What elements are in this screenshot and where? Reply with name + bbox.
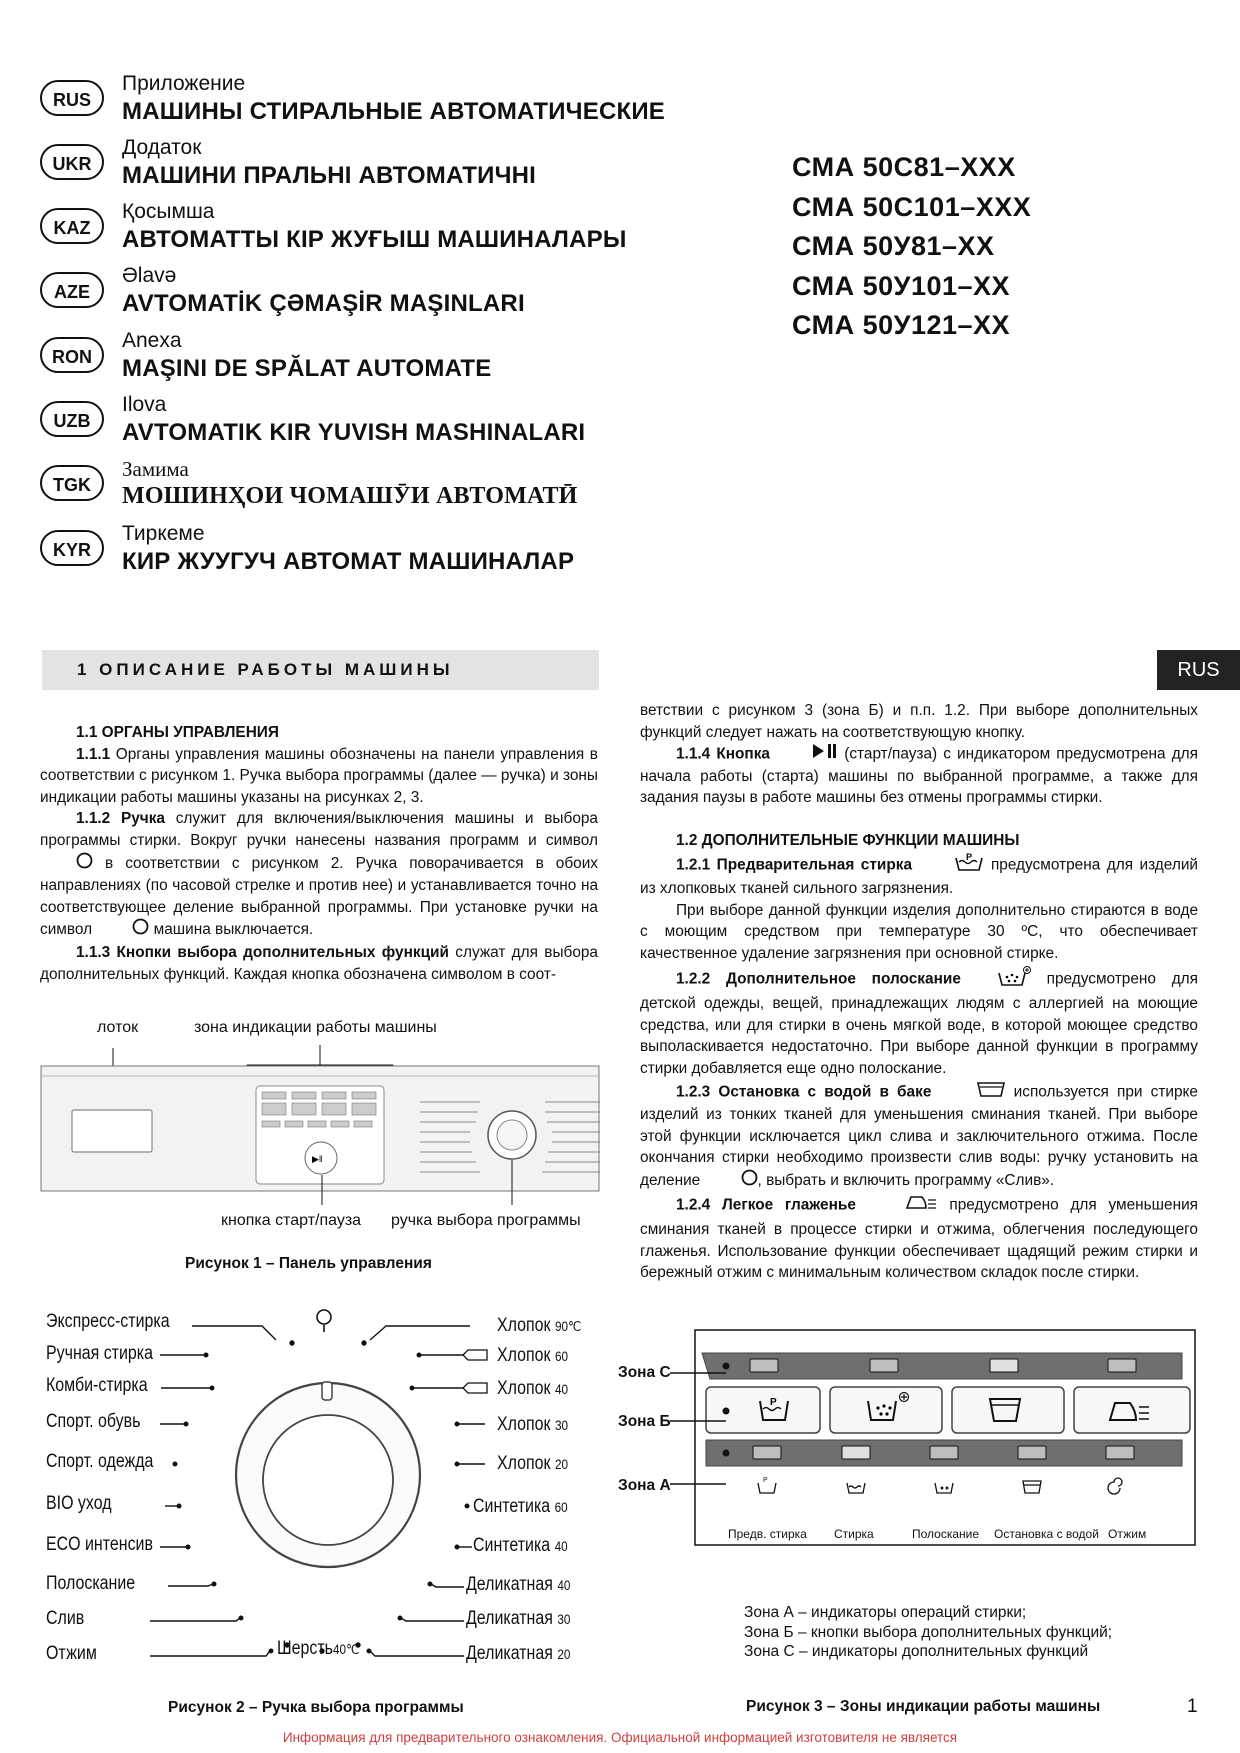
- clause-number: 1.1.4 Кнопка: [676, 745, 770, 763]
- knob-label: ручка выбора программы: [391, 1212, 581, 1229]
- clause-number: 1.1.2 Ручка: [76, 810, 165, 828]
- zone-legend: [744, 1603, 1112, 1662]
- off-circle-icon: [96, 918, 149, 942]
- program-label: [497, 1453, 568, 1475]
- zone-a-label: Зона А: [618, 1477, 671, 1494]
- rinse-hold-button: [952, 1387, 1064, 1433]
- paragraph: [40, 808, 598, 942]
- lang-subtitle: Қосымша: [122, 200, 215, 223]
- lang-code-badge: KAZ: [40, 208, 104, 244]
- program-label: Комби-стирка: [46, 1375, 148, 1396]
- program-temp: 30: [554, 1417, 569, 1433]
- paragraph: При выборе данной функции изделия дополнительно стираются в воде с моющим средством при температуре 30 ºС, что обеспечивает качественное удаление загрязнения при основной стирке.: [640, 901, 1198, 962]
- paragraph: [640, 1192, 1198, 1283]
- lang-row-kaz: [40, 200, 740, 264]
- tag-icon: [463, 1383, 487, 1393]
- paragraph: [640, 743, 1198, 809]
- lang-row-aze: [40, 264, 740, 328]
- easy-iron-icon: [868, 1192, 938, 1219]
- program-temp: 40: [554, 1538, 568, 1554]
- clause-number: 1.1.1: [76, 745, 111, 763]
- program-temp: 40: [557, 1577, 571, 1593]
- paragraph: ветствии с рисунком 3 (зона Б) и п.п. 1.2. При выборе дополнительных функций следует нажать на соответствующую кнопку.: [640, 702, 1198, 741]
- model-name: СМА 50У101–XX: [792, 270, 1011, 301]
- program-name: Хлопок: [497, 1414, 551, 1435]
- paragraph-text: используется при стирке изделий из тонких тканей для уменьшения сминания тканей. При выборе этой функции исключается цикл слива и заключительного отжима. После окончания стирки необходимо произвести слив воды: ручку установить на деление: [640, 1082, 1198, 1189]
- lang-subtitle: Додаток: [122, 136, 202, 159]
- program-temp: 40: [554, 1381, 569, 1397]
- indicator-label: Отжим: [1108, 1527, 1147, 1541]
- svg-text:P: P: [770, 1397, 777, 1408]
- program-name: Деликатная: [466, 1643, 553, 1664]
- lang-subtitle: Приложение: [122, 72, 246, 95]
- paragraph: [640, 965, 1198, 1080]
- lang-row-ron: [40, 329, 740, 393]
- indicator-label: Остановка с водой: [994, 1527, 1099, 1541]
- lang-subtitle: Тиркеме: [122, 522, 205, 545]
- lang-title: МАШИНИ ПРАЛЬНІ АВТОМАТИЧНІ: [122, 162, 537, 189]
- program-name: Синтетика: [473, 1496, 551, 1517]
- svg-text:▶ǁ: ▶ǁ: [312, 1154, 323, 1164]
- program-label: Спорт. обувь: [46, 1411, 141, 1432]
- prewash-icon: [918, 852, 984, 879]
- program-label: [466, 1608, 570, 1630]
- page-number: 1: [1187, 1696, 1198, 1717]
- model-list: [792, 148, 1031, 346]
- paragraph-text: предусмотрено для детской одежды, вещей, принадлежащих людям с аллергией на моющие средства, или для стирки в очень мягкой воде, в которой моющее средство выполаскивается недостаточно. При выборе данной функции в программу стирки добавляется еще одно полоскание.: [640, 969, 1198, 1077]
- extra-rinse-button: [830, 1387, 942, 1433]
- clause-number: 1.2.4 Легкое глаженье: [676, 1196, 856, 1214]
- program-name: Деликатная: [466, 1574, 553, 1595]
- clause-number: 1.1.3 Кнопки выбора дополнительных функций: [76, 943, 449, 961]
- clause-number: 1.2.2 Дополнительное полоскание: [676, 969, 961, 987]
- model-name: СМА 50У81–XX: [792, 231, 995, 261]
- indicator-label: Полоскание: [912, 1527, 980, 1541]
- lang-title: МАШИНЫ СТИРАЛЬНЫЕ АВТОМАТИЧЕСКИЕ: [122, 98, 665, 125]
- lang-title: КИР ЖУУГУЧ АВТОМАТ МАШИНАЛАР: [122, 548, 575, 575]
- lang-row-ukr: [40, 136, 740, 200]
- zone-b-label: Зона Б: [618, 1413, 671, 1430]
- program-temp: 20: [557, 1646, 571, 1662]
- lang-code-badge: KYR: [40, 530, 104, 566]
- program-label: [497, 1378, 568, 1400]
- paragraph-text: предусмотрено для уменьшения сминания тканей в процессе стирки и отжима, облегчения последующего глаженья. Использование функции обеспечивает щадящий режим стирки и бережный отжим с минимальным количеством складок после стирки.: [640, 1196, 1199, 1282]
- lang-title: AVTOMATİK ÇƏMAŞİR MAŞINLARI: [122, 290, 525, 317]
- off-circle-icon: [40, 852, 93, 876]
- program-name: Хлопок: [497, 1453, 551, 1474]
- dial-pointer: [322, 1382, 332, 1400]
- program-label: Экспресс-стирка: [46, 1311, 170, 1332]
- paragraph: [40, 942, 598, 985]
- paragraph-text: служит для включения/выключения машины и выбора программы стирки. Вокруг ручки нанесены названия программ и символ: [40, 810, 598, 849]
- model-name: СМА 50С81–XXX: [792, 152, 1016, 182]
- clause-number: 1.2.3 Остановка с водой в баке: [676, 1082, 932, 1100]
- program-name: Хлопок: [497, 1315, 551, 1336]
- model-name: СМА 50С101–XXX: [792, 191, 1032, 222]
- off-circle-icon: [705, 1169, 758, 1193]
- detergent-tray: [72, 1110, 152, 1152]
- program-label: [473, 1496, 568, 1518]
- tag-icon: [463, 1350, 487, 1360]
- program-name: Синтетика: [473, 1535, 551, 1556]
- start-pause-label: кнопка старт/пауза: [221, 1212, 362, 1229]
- lang-code-badge: UKR: [40, 144, 104, 180]
- paragraph-text: (старт/пауза) с индикатором предусмотрена для начала работы (старта) машины по выбранной программе, а также для задания паузы в работе машины без отмены программы стирки.: [640, 745, 1198, 807]
- program-name: Шерсть: [277, 1638, 333, 1659]
- lang-code-badge: AZE: [40, 272, 104, 308]
- paragraph-text: Органы управления машины обозначены на панели управления в соответствии с рисунком 1. Ручка выбора программы (далее — ручка) и зоны индикации работы машины указаны на рисунках 2, 3.: [40, 745, 598, 806]
- right-column: [640, 700, 1198, 1284]
- lang-code-badge: TGK: [40, 465, 104, 501]
- program-label: [497, 1315, 581, 1337]
- indicator-label: Предв. стирка: [728, 1527, 807, 1541]
- program-label: [497, 1345, 568, 1367]
- legend-line: Зона Б – кнопки выбора дополнительных функций;: [744, 1623, 1113, 1641]
- paragraph: [40, 744, 598, 809]
- figure-1-caption: Рисунок 1 – Панель управления: [185, 1255, 432, 1272]
- lang-title: MAŞINI DE SPĂLAT AUTOMATE: [122, 355, 492, 382]
- paragraph-text: машина выключается.: [149, 921, 314, 939]
- lang-title: МОШИНҲОИ ЧОМАШӮИ АВТОМАТӢ: [122, 483, 578, 509]
- program-label-wool: [277, 1638, 359, 1660]
- paragraph-text: предусмотрена для изделий из хлопковых тканей сильного загрязнения.: [640, 855, 1199, 898]
- model-name: СМА 50У121–XX: [792, 310, 1011, 340]
- program-label: Спорт. одежда: [46, 1451, 154, 1472]
- program-name: Хлопок: [497, 1378, 551, 1399]
- program-temp: 60: [554, 1348, 569, 1364]
- left-column: [40, 722, 598, 985]
- clause-number: 1.2.1 Предварительная стирка: [676, 855, 913, 873]
- play-pause-icon: [776, 743, 838, 766]
- lang-code-badge: UZB: [40, 401, 104, 437]
- lang-row-uzb: [40, 393, 740, 457]
- program-label: Отжим: [46, 1643, 97, 1664]
- easy-iron-button: [1074, 1387, 1190, 1433]
- lang-title: АВТОМАТТЫ КІР ЖУҒЫШ МАШИНАЛАРЫ: [122, 226, 627, 253]
- lang-code-badge: RON: [40, 337, 104, 373]
- program-temp: 30: [557, 1611, 571, 1627]
- off-circle-icon: [317, 1310, 331, 1324]
- control-panel-figure: [40, 1040, 600, 1218]
- lang-subtitle: Замима: [122, 457, 189, 481]
- language-tab: RUS: [1157, 650, 1240, 690]
- rinse-hold-icon: [940, 1080, 1006, 1105]
- paragraph-text: в соответствии с рисунком 2. Ручка поворачивается в обоих направлениях (по часовой стрелке и против нее) и устанавливается точно на соответствующее деление выбранной программы. При установке ручки на символ: [40, 854, 598, 939]
- indication-zones-figure: [690, 1325, 1200, 1555]
- program-label: BIO уход: [46, 1493, 112, 1514]
- legend-line: Зона С – индикаторы дополнительных функций: [744, 1643, 1089, 1660]
- program-label: ECO интенсив: [46, 1534, 153, 1555]
- lang-row-kyr: [40, 522, 740, 586]
- lang-row-rus: [40, 72, 740, 136]
- program-label: [497, 1414, 568, 1436]
- section-heading: 1 ОПИСАНИЕ РАБОТЫ МАШИНЫ: [42, 650, 599, 690]
- zone-c-label: Зона С: [618, 1364, 671, 1381]
- program-temp: 60: [554, 1499, 568, 1515]
- lang-code-badge: RUS: [40, 80, 104, 116]
- svg-text:P: P: [966, 851, 973, 862]
- lang-title: AVTOMATIK KIR YUVISH MASHINALARI: [122, 419, 586, 446]
- zone-leader-lines: [670, 1360, 750, 1500]
- program-temp: 20: [554, 1456, 569, 1472]
- indicator-label-row: [690, 1527, 1200, 1543]
- paragraph-text: служат для выбора дополнительных функций. Каждая кнопка обозначена символом в соот-: [40, 943, 598, 983]
- paragraph: [640, 852, 1198, 900]
- figure-3-caption: Рисунок 3 – Зоны индикации работы машины: [746, 1698, 1101, 1715]
- svg-text:P: P: [763, 1477, 768, 1484]
- program-label: [473, 1535, 568, 1557]
- program-label: Слив: [46, 1608, 85, 1629]
- program-name: Хлопок: [497, 1345, 551, 1366]
- disclaimer-footer: Информация для предварительного ознакомления. Официальной информацией изготовителя не является: [282, 1730, 958, 1745]
- paragraph: [640, 1080, 1198, 1193]
- program-name: Деликатная: [466, 1608, 553, 1629]
- indicator-label: Стирка: [834, 1527, 874, 1541]
- lang-subtitle: Əlavə: [122, 264, 177, 287]
- program-temp: 90℃: [554, 1318, 582, 1334]
- figure-2-caption: Рисунок 2 – Ручка выбора программы: [168, 1699, 464, 1716]
- tray-label: лоток: [97, 1019, 139, 1036]
- legend-line: Зона А – индикаторы операций стирки;: [744, 1604, 1027, 1621]
- program-label: Ручная стирка: [46, 1343, 154, 1364]
- display-zone-label: зона индикации работы машины: [194, 1019, 437, 1036]
- program-label: [466, 1643, 570, 1665]
- extra-rinse-icon: [961, 965, 1031, 994]
- subsection-heading: 1.1 ОРГАНЫ УПРАВЛЕНИЯ: [76, 724, 279, 741]
- lang-subtitle: Ilova: [122, 393, 167, 416]
- program-label: [466, 1574, 570, 1596]
- lang-row-tgk: [40, 457, 740, 521]
- subsection-heading: 1.2 ДОПОЛНИТЕЛЬНЫЕ ФУНКЦИИ МАШИНЫ: [676, 831, 1020, 849]
- paragraph-text: , выбрать и включить программу «Слив».: [757, 1171, 1055, 1189]
- program-temp: 40℃: [332, 1641, 360, 1657]
- lang-subtitle: Anexa: [122, 329, 182, 352]
- program-label: Полоскание: [46, 1573, 136, 1594]
